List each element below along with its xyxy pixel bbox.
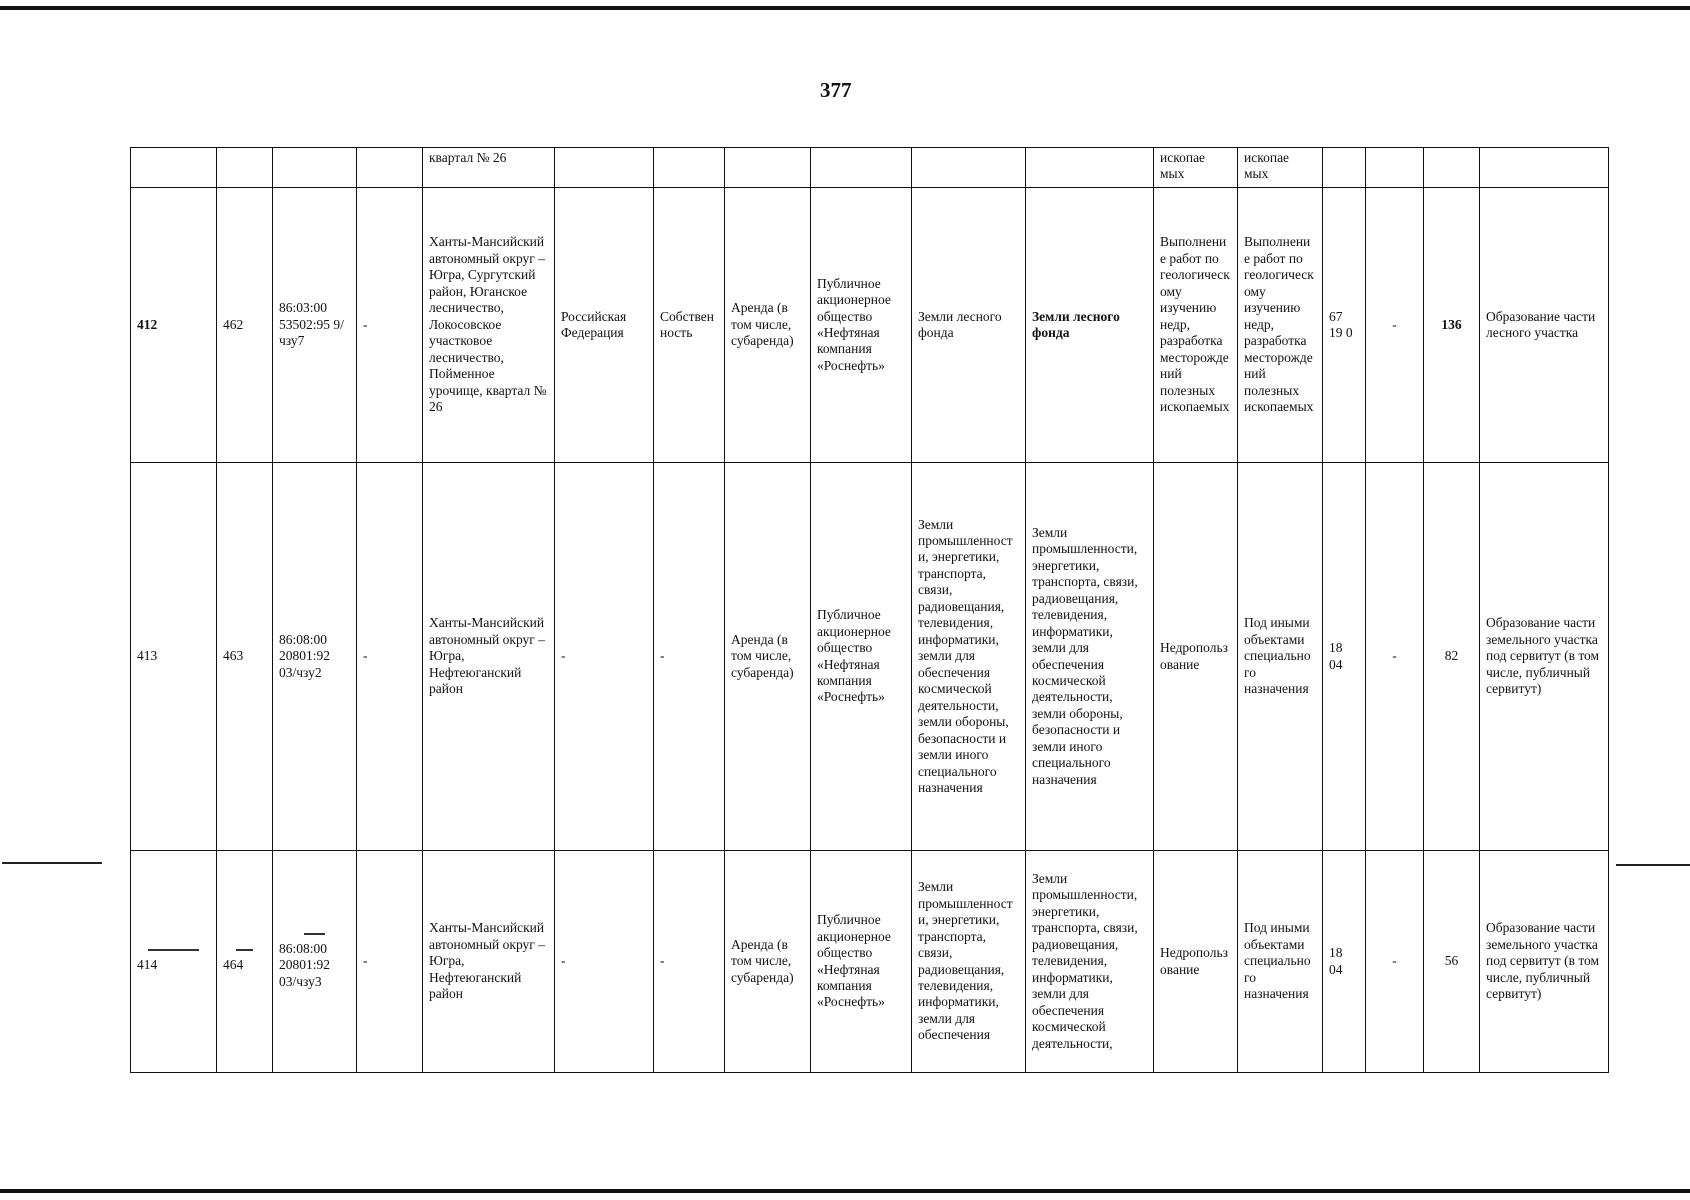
ink-smudge xyxy=(304,933,325,935)
sheet-number-cell: 136 xyxy=(1424,188,1480,463)
location-cell: Ханты-Мансийский автономный округ – Югра, Нефтеюганский район xyxy=(423,463,555,851)
permitted-use-new-cell: ископае мых xyxy=(1238,148,1323,188)
page-number: 377 xyxy=(820,78,852,102)
encumbrance-cell: Аренда (в том числе, субаренда) xyxy=(725,188,811,463)
land-category-cell: Земли промышленности, энергетики, транспорта, связи, радиовещания, телевидения, информатики, земли для обеспечения космической деятельности, земли обороны, безопасности и земли иного специального назначения xyxy=(912,463,1026,851)
dash-cell: - xyxy=(1366,463,1424,851)
permitted-use-cell: Недропользование xyxy=(1154,463,1238,851)
area-cell xyxy=(1323,148,1366,188)
cadastral-number-cell xyxy=(273,148,357,188)
table-row-413 xyxy=(131,463,1609,851)
holder-cell: Публичное акционерное общество «Нефтяная компания «Роснефть» xyxy=(811,851,912,1073)
dash-cell: - xyxy=(357,463,423,851)
owner-cell: - xyxy=(555,851,654,1073)
land-category-new-cell: Земли лесного фонда xyxy=(1026,188,1154,463)
record-number-cell: 463 xyxy=(217,463,273,851)
dash-cell: - xyxy=(357,851,423,1073)
holder-cell xyxy=(811,148,912,188)
land-category-new-cell xyxy=(1026,148,1154,188)
record-number-cell xyxy=(217,148,273,188)
area-cell: 18 04 xyxy=(1323,851,1366,1073)
purpose-cell: Образование части земельного участка под сервитут (в том числе, публичный сервитут) xyxy=(1480,851,1609,1073)
sheet-number-cell: 82 xyxy=(1424,463,1480,851)
area-cell: 18 04 xyxy=(1323,463,1366,851)
owner-cell: - xyxy=(555,463,654,851)
record-number-cell: 462 xyxy=(217,188,273,463)
row-number-cell xyxy=(131,148,217,188)
permitted-use-cell: ископае мых xyxy=(1154,148,1238,188)
table-row-continuation xyxy=(131,148,1609,188)
record-number-cell xyxy=(217,851,273,1073)
permitted-use-new-cell: Выполнение работ по геологическому изучению недр, разработка месторождений полезных ископаемых xyxy=(1238,188,1323,463)
dash-cell: - xyxy=(1366,851,1424,1073)
encumbrance-cell: Аренда (в том числе, субаренда) xyxy=(725,463,811,851)
dash-cell xyxy=(357,148,423,188)
owner-cell: Российская Федерация xyxy=(555,188,654,463)
permitted-use-new-cell: Под иными объектами специального назначения xyxy=(1238,851,1323,1073)
permitted-use-cell: Недропользование xyxy=(1154,851,1238,1073)
right-type-cell: - xyxy=(654,463,725,851)
permitted-use-cell: Выполнение работ по геологическому изучению недр, разработка месторождений полезных ископаемых xyxy=(1154,188,1238,463)
dash-cell: - xyxy=(357,188,423,463)
land-category-new-cell: Земли промышленности, энергетики, транспорта, связи, радиовещания, телевидения, информатики, земли для обеспечения космической деятельности, земли обороны, безопасности и земли иного специального назначения xyxy=(1026,463,1154,851)
land-plots-table xyxy=(130,147,1609,1073)
area-cell: 67 19 0 xyxy=(1323,188,1366,463)
location-cell: квартал № 26 xyxy=(423,148,555,188)
top-border-rule xyxy=(0,6,1690,10)
encumbrance-cell: Аренда (в том числе, субаренда) xyxy=(725,851,811,1073)
ink-smudge xyxy=(236,949,253,951)
cadastral-number-cell: 86:03:00 53502:95 9/чзу7 xyxy=(273,188,357,463)
row-number-cell xyxy=(131,851,217,1073)
land-category-cell: Земли лесного фонда xyxy=(912,188,1026,463)
land-category-new-cell: Земли промышленности, энергетики, транспорта, связи, радиовещания, телевидения, информатики, земли для обеспечения космической деятельности, xyxy=(1026,851,1154,1073)
table-row-414 xyxy=(131,851,1609,1073)
left-margin-mark xyxy=(2,862,102,864)
land-category-cell xyxy=(912,148,1026,188)
cadastral-number-text: 86:08:00 20801:92 03/чзу3 xyxy=(279,940,331,989)
encumbrance-cell xyxy=(725,148,811,188)
holder-cell: Публичное акционерное общество «Нефтяная компания «Роснефть» xyxy=(811,188,912,463)
record-number-text: 464 xyxy=(223,957,244,973)
purpose-cell: Образование части лесного участка xyxy=(1480,188,1609,463)
table-row-412 xyxy=(131,188,1609,463)
location-cell: Ханты-Мансийский автономный округ – Югра, Сургутский район, Юганское лесничество, Локосовское участковое лесничество, Пойменное урочище, квартал № 26 xyxy=(423,188,555,463)
owner-cell xyxy=(555,148,654,188)
purpose-cell xyxy=(1480,148,1609,188)
land-category-cell: Земли промышленности, энергетики, транспорта, связи, радиовещания, телевидения, информатики, земли для обеспечения xyxy=(912,851,1026,1073)
cadastral-number-cell: 86:08:00 20801:92 03/чзу2 xyxy=(273,463,357,851)
right-type-cell: Собственность xyxy=(654,188,725,463)
location-cell: Ханты-Мансийский автономный округ – Югра, Нефтеюганский район xyxy=(423,851,555,1073)
ink-smudge xyxy=(148,949,199,951)
purpose-cell: Образование части земельного участка под сервитут (в том числе, публичный сервитут) xyxy=(1480,463,1609,851)
dash-cell: - xyxy=(1366,188,1424,463)
sheet-number-cell: 56 xyxy=(1424,851,1480,1073)
row-number-text: 414 xyxy=(137,957,158,973)
sheet-number-cell xyxy=(1424,148,1480,188)
right-type-cell xyxy=(654,148,725,188)
right-type-cell: - xyxy=(654,851,725,1073)
row-number-cell: 413 xyxy=(131,463,217,851)
permitted-use-new-cell: Под иными объектами специального назначения xyxy=(1238,463,1323,851)
holder-cell: Публичное акционерное общество «Нефтяная компания «Роснефть» xyxy=(811,463,912,851)
right-margin-mark xyxy=(1616,864,1690,866)
bottom-border-rule xyxy=(0,1189,1690,1193)
row-number-cell: 412 xyxy=(131,188,217,463)
cadastral-number-cell xyxy=(273,851,357,1073)
dash-cell xyxy=(1366,148,1424,188)
